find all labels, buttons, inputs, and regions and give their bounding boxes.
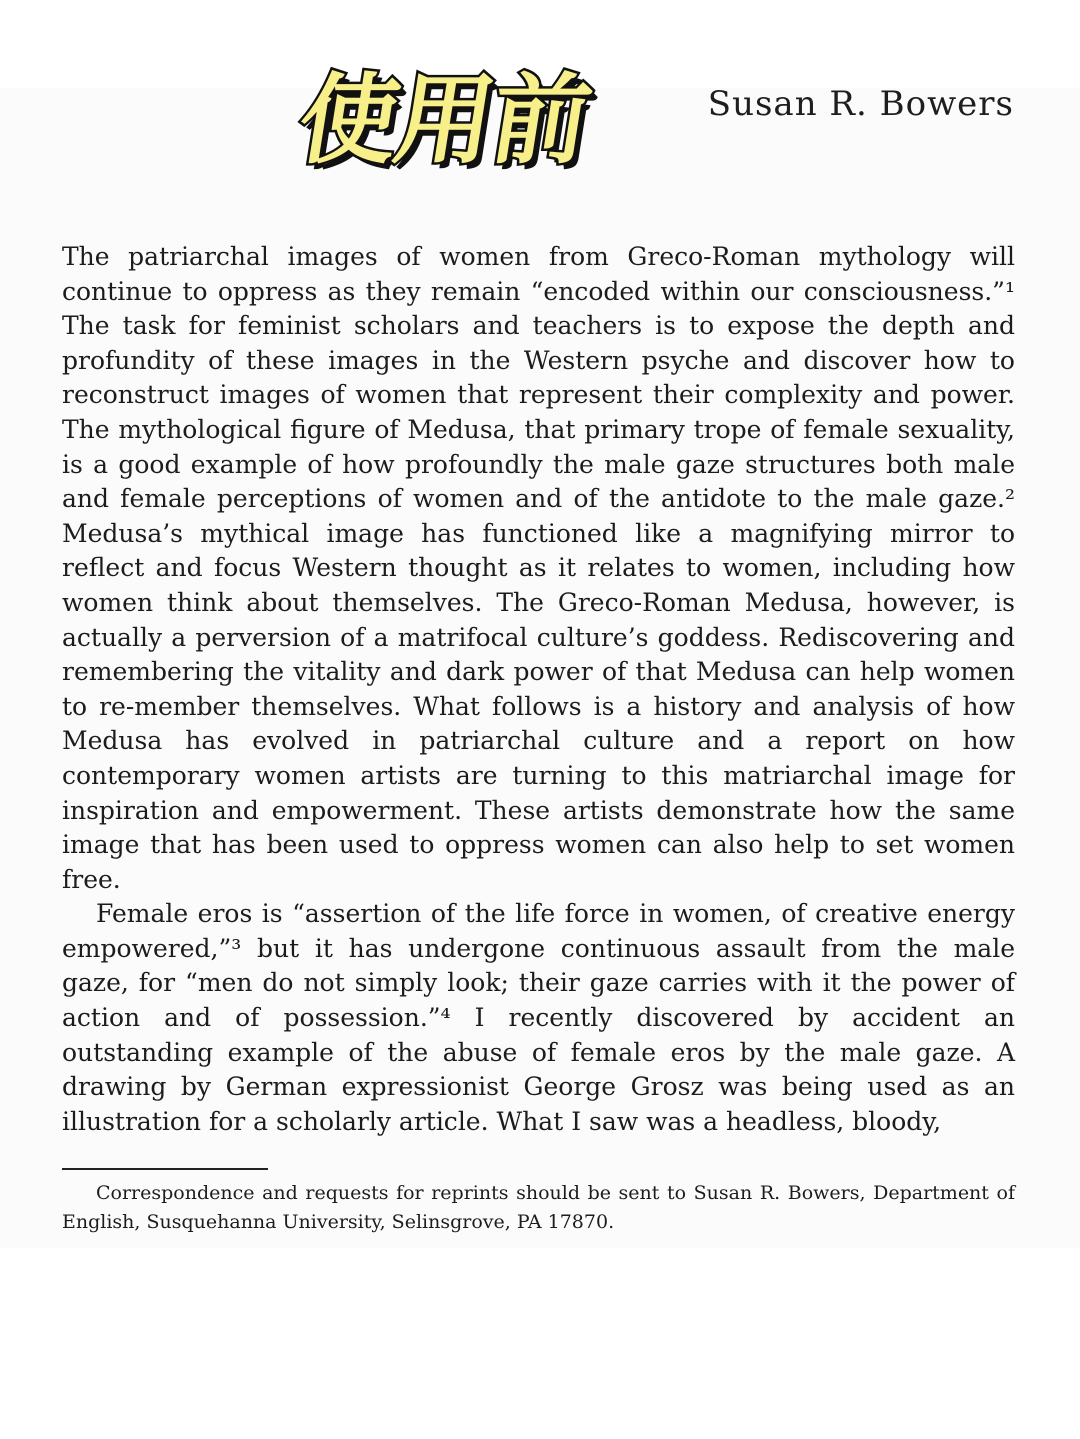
paragraph-1: The patriarchal images of women from Greco-Roman mythology will continue to oppress as they remain “encoded within our consciousness.”¹ The task for feminist scholars and teachers is to expose the depth and profundity of these images in the Western psyche and discover how to reconstruct images of women that represent their complexity and power. The mythological figure of Medusa, that primary trope of female sexuality, is a good example of how profoundly the male gaze structures both male and female perceptions of women and of the antidote to the male gaze.² Medusa’s mythical image has functioned like a magnifying mirror to reflect and focus Western thought as it relates to women, including how women think about themselves. The Greco-Roman Medusa, however, is actually a perversion of a matrifocal culture’s goddess. Rediscovering and remembering the vitality and dark power of that Medusa can help women to re-member themselves. What follows is a history and analysis of how Medusa has evolved in patriarchal culture and a report on how contemporary women artists are turning to this matriarchal image for inspiration and empowerment. These artists demonstrate how the same image that has been used to oppress women can also help to set women free. (62, 242, 1015, 894)
banner-label: 使用前 (290, 64, 598, 178)
footnote-divider (62, 1168, 268, 1170)
article-body (62, 240, 1015, 1139)
author-header: Susan R. Bowers (707, 84, 1014, 124)
footnote: Correspondence and requests for reprints should be sent to Susan R. Bowers, Department of English, Susquehanna University, Selinsgrove, PA 17870. (62, 1182, 1015, 1233)
paragraph-2: Female eros is “assertion of the life force in women, of creative energy empowered,”³ but it has undergone continuous assault from the male gaze, for “men do not simply look; their gaze carries with it the power of action and of possession.”⁴ I recently discovered by accident an outstanding example of the abuse of female eros by the male gaze. A drawing by German expressionist George Grosz was being used as an illustration for a scholarly article. What I saw was a headless, bloody, (62, 899, 1015, 1136)
